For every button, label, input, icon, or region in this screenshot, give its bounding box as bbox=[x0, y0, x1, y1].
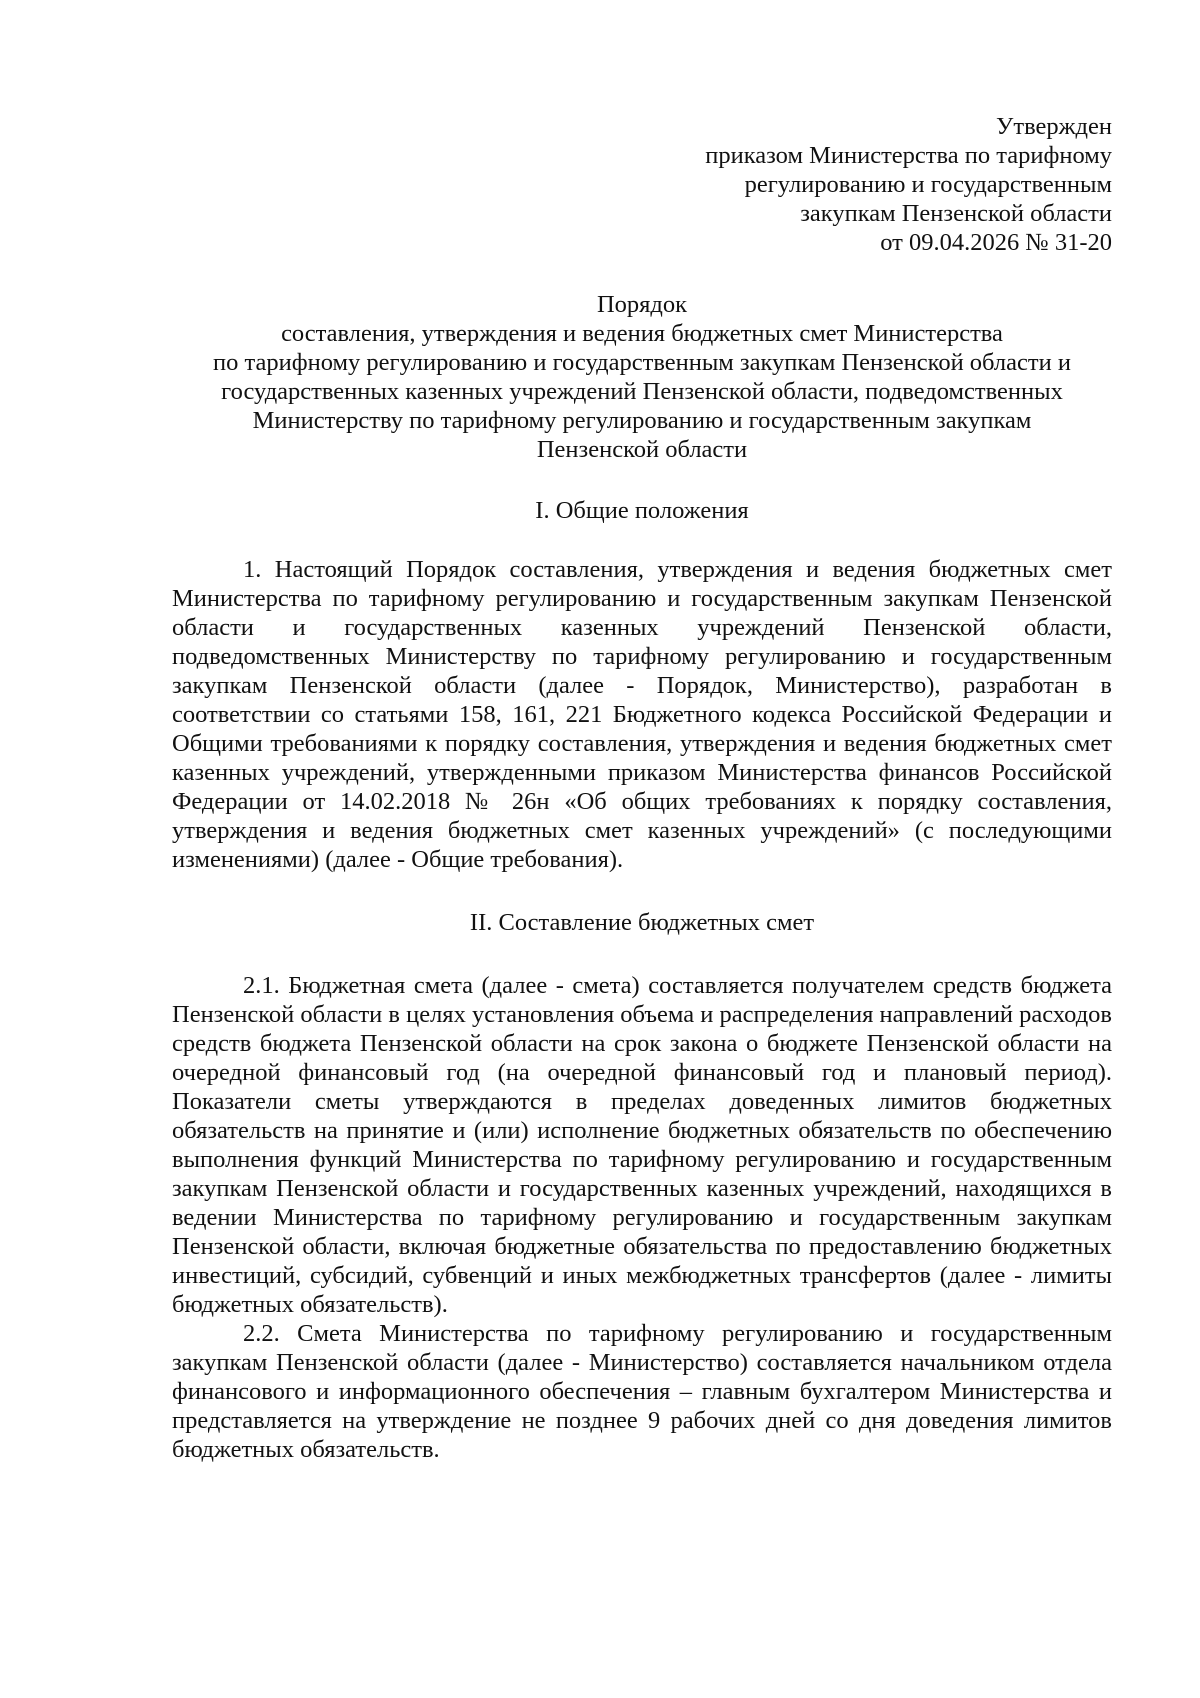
title-line: Министерству по тарифному регулированию и государственным закупкам bbox=[252, 407, 1032, 434]
approval-line: закупкам Пензенской области bbox=[800, 200, 1112, 227]
paragraph: 2.1. Бюджетная смета (далее - смета) составляется получателем средств бюджета Пензенской области в целях установления объема и распределения направлений расходов средств бюджета Пензенской области на срок закона о бюджете Пензенской области на очередной финансовый год (на очередной финансовый год и плановый период). Показатели сметы утверждаются в пределах доведенных лимитов бюджетных обязательств на принятие и (или) исполнение бюджетных обязательств по обеспечению выполнения функций Министерства по тарифному регулированию и государственным закупкам Пензенской области и государственных казенных учреждений, находящихся в ведении Министерства по тарифному регулированию и государственным закупкам Пензенской области, включая бюджетные обязательства по предоставлению бюджетных инвестиций, субсидий, субвенций и иных межбюджетных трансфертов (далее - лимиты бюджетных обязательств). bbox=[172, 972, 1112, 1318]
title-line: Порядок bbox=[596, 291, 688, 318]
section-budget-estimates bbox=[172, 908, 1112, 1464]
title-line: составления, утверждения и ведения бюджетных смет Министерства bbox=[281, 320, 1003, 347]
paragraph: 1. Настоящий Порядок составления, утверждения и ведения бюджетных смет Министерства по тарифному регулированию и государственным закупкам Пензенской области и государственных казенных учреждений Пензенской области, подведомственных Министерству по тарифному регулированию и государственным закупкам Пензенской области (далее - Порядок, Министерство), разработан в соответствии со статьями 158, 161, 221 Бюджетного кодекса Российской Федерации и Общими требованиями к порядку составления, утверждения и ведения бюджетных смет казенных учреждений, утвержденными приказом Министерства финансов Российской Федерации от 14.02.2018 № 26н «Об общих требованиях к порядку составления, утверждения и ведения бюджетных смет казенных учреждений» (с последующими изменениями) (далее - Общие требования). bbox=[172, 556, 1112, 873]
approval-line: Утвержден bbox=[996, 113, 1112, 140]
approval-line: регулированию и государственным bbox=[744, 171, 1112, 198]
section-heading: II. Составление бюджетных смет bbox=[469, 909, 815, 936]
approval-line: приказом Министерства по тарифному bbox=[705, 142, 1112, 169]
title-line: государственных казенных учреждений Пензенской области, подведомственных bbox=[221, 378, 1063, 405]
document-page bbox=[172, 112, 1112, 1464]
paragraph: 2.2. Смета Министерства по тарифному регулированию и государственным закупкам Пензенской области (далее - Министерство) составляется начальником отдела финансового и информационного обеспечения – главным бухгалтером Министерства и представляется на утверждение не позднее 9 рабочих дней со дня доведения лимитов бюджетных обязательств. bbox=[172, 1320, 1112, 1463]
document-title bbox=[172, 290, 1112, 464]
approval-date-number: от 09.04.2026 № 31-20 bbox=[880, 229, 1112, 256]
approval-stamp bbox=[172, 112, 1112, 257]
title-line: Пензенской области bbox=[536, 436, 748, 463]
section-general-provisions bbox=[172, 496, 1112, 874]
section-heading: I. Общие положения bbox=[535, 497, 749, 524]
title-line: по тарифному регулированию и государственным закупкам Пензенской области и bbox=[213, 349, 1071, 376]
